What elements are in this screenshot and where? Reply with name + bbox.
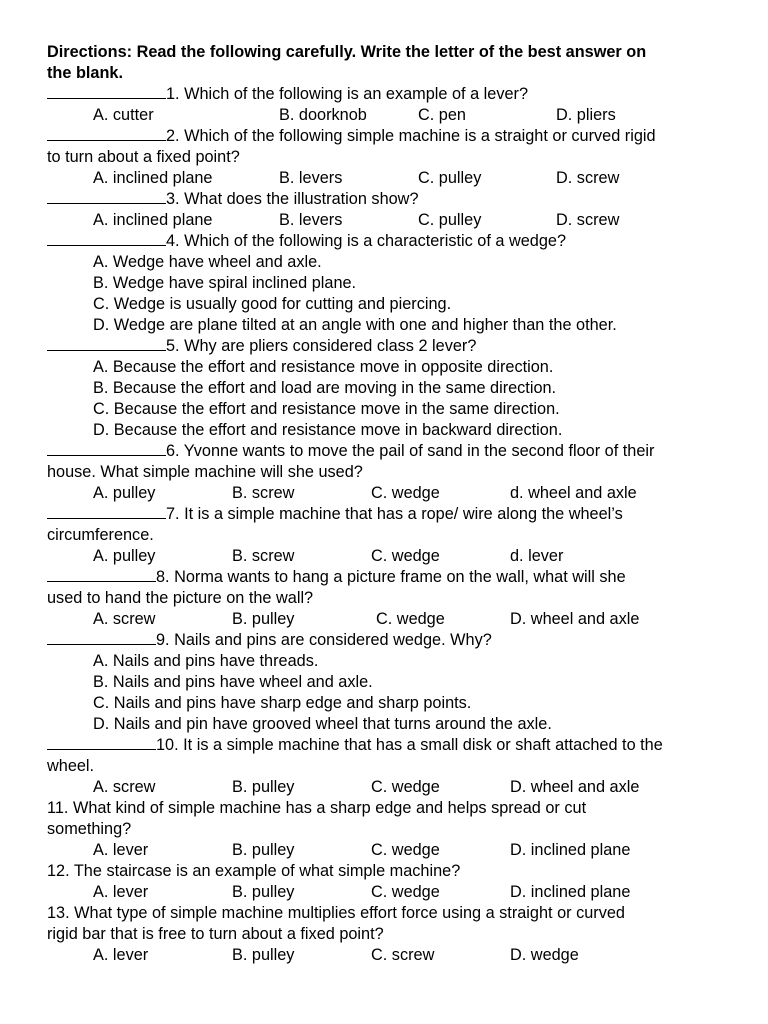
options-row bbox=[47, 882, 737, 903]
option: A. lever bbox=[93, 841, 149, 859]
option: D. Nails and pin have grooved wheel that turns around the axle. bbox=[93, 715, 552, 733]
option: D. Wedge are plane tilted at an angle with one and higher than the other. bbox=[93, 316, 617, 334]
option: D. screw bbox=[556, 211, 620, 229]
option: C. Nails and pins have sharp edge and sharp points. bbox=[93, 694, 472, 712]
option: D. inclined plane bbox=[510, 883, 631, 901]
options-row bbox=[47, 840, 737, 861]
option: B. Wedge have spiral inclined plane. bbox=[93, 274, 357, 292]
option: B. pulley bbox=[232, 610, 295, 628]
question-stem-continued: used to hand the picture on the wall? bbox=[47, 589, 314, 607]
options-row bbox=[47, 945, 737, 966]
answer-blank[interactable] bbox=[47, 631, 156, 645]
option: D. wheel and axle bbox=[510, 610, 640, 628]
question-9: 9. Nails and pins are considered wedge. Why? bbox=[47, 630, 737, 651]
option: C. pulley bbox=[418, 169, 482, 187]
option: B. Because the effort and load are moving in the same direction. bbox=[93, 379, 557, 397]
question-1: 1. Which of the following is an example of a lever? bbox=[47, 84, 737, 105]
options-row bbox=[47, 777, 737, 798]
question-13: 13. What type of simple machine multiplies effort force using a straight or curved bbox=[47, 904, 625, 922]
option: C. screw bbox=[371, 946, 435, 964]
answer-blank[interactable] bbox=[47, 190, 166, 204]
option: B. levers bbox=[279, 211, 343, 229]
option: A. pulley bbox=[93, 484, 156, 502]
option: C. wedge bbox=[371, 547, 440, 565]
option: D. inclined plane bbox=[510, 841, 631, 859]
option: A. cutter bbox=[93, 106, 154, 124]
directions-line-2: the blank. bbox=[47, 64, 123, 82]
option: D. wedge bbox=[510, 946, 579, 964]
question-8: 8. Norma wants to hang a picture frame on the wall, what will she bbox=[47, 567, 737, 588]
option: d. wheel and axle bbox=[510, 484, 637, 502]
question-stem-continued: circumference. bbox=[47, 526, 154, 544]
question-12: 12. The staircase is an example of what simple machine? bbox=[47, 862, 461, 880]
option: D. screw bbox=[556, 169, 620, 187]
answer-blank[interactable] bbox=[47, 127, 166, 141]
option: B. screw bbox=[232, 547, 295, 565]
options-row bbox=[47, 105, 737, 126]
question-stem-continued: to turn about a fixed point? bbox=[47, 148, 240, 166]
directions-line-1: Directions: Read the following carefully. Write the letter of the best answer on bbox=[47, 43, 647, 61]
question-stem-continued: something? bbox=[47, 820, 132, 838]
option: C. wedge bbox=[376, 610, 445, 628]
question-4: 4. Which of the following is a characteristic of a wedge? bbox=[47, 231, 737, 252]
answer-blank[interactable] bbox=[47, 568, 156, 582]
option: A. Wedge have wheel and axle. bbox=[93, 253, 322, 271]
answer-blank[interactable] bbox=[47, 337, 166, 351]
options-row bbox=[47, 609, 737, 630]
options-row bbox=[47, 168, 737, 189]
option: C. wedge bbox=[371, 841, 440, 859]
question-7: 7. It is a simple machine that has a rope/ wire along the wheel’s bbox=[47, 504, 737, 525]
answer-blank[interactable] bbox=[47, 442, 166, 456]
question-stem-continued: rigid bar that is free to turn about a fixed point? bbox=[47, 925, 384, 943]
option: B. pulley bbox=[232, 841, 295, 859]
question-11: 11. What kind of simple machine has a sharp edge and helps spread or cut bbox=[47, 799, 587, 817]
answer-blank[interactable] bbox=[47, 505, 166, 519]
option: D. Because the effort and resistance move in backward direction. bbox=[93, 421, 563, 439]
option: C. wedge bbox=[371, 883, 440, 901]
answer-blank[interactable] bbox=[47, 85, 166, 99]
question-3: 3. What does the illustration show? bbox=[47, 189, 737, 210]
answer-blank[interactable] bbox=[47, 232, 166, 246]
option: B. doorknob bbox=[279, 106, 367, 124]
options-row bbox=[47, 483, 737, 504]
question-stem-continued: wheel. bbox=[47, 757, 95, 775]
option: A. Nails and pins have threads. bbox=[93, 652, 319, 670]
option: A. Because the effort and resistance move in opposite direction. bbox=[93, 358, 554, 376]
options-row bbox=[47, 210, 737, 231]
options-row bbox=[47, 546, 737, 567]
option: B. pulley bbox=[232, 778, 295, 796]
option: B. pulley bbox=[232, 946, 295, 964]
option: A. lever bbox=[93, 883, 149, 901]
option: A. pulley bbox=[93, 547, 156, 565]
question-2: 2. Which of the following simple machine is a straight or curved rigid bbox=[47, 126, 737, 147]
question-10: 10. It is a simple machine that has a small disk or shaft attached to the bbox=[47, 735, 737, 756]
option: B. levers bbox=[279, 169, 343, 187]
question-6: 6. Yvonne wants to move the pail of sand in the second floor of their bbox=[47, 441, 737, 462]
option: D. wheel and axle bbox=[510, 778, 640, 796]
option: C. wedge bbox=[371, 484, 440, 502]
option: B. Nails and pins have wheel and axle. bbox=[93, 673, 373, 691]
option: C. pen bbox=[418, 106, 466, 124]
option: d. lever bbox=[510, 547, 564, 565]
answer-blank[interactable] bbox=[47, 736, 156, 750]
option: B. screw bbox=[232, 484, 295, 502]
option: A. inclined plane bbox=[93, 169, 213, 187]
option: C. pulley bbox=[418, 211, 482, 229]
option: D. pliers bbox=[556, 106, 616, 124]
option: A. lever bbox=[93, 946, 149, 964]
option: C. Wedge is usually good for cutting and piercing. bbox=[93, 295, 452, 313]
option: C. Because the effort and resistance move in the same direction. bbox=[93, 400, 560, 418]
worksheet bbox=[47, 42, 737, 966]
option: B. pulley bbox=[232, 883, 295, 901]
option: C. wedge bbox=[371, 778, 440, 796]
question-stem-continued: house. What simple machine will she used? bbox=[47, 463, 363, 481]
option: A. inclined plane bbox=[93, 211, 213, 229]
question-5: 5. Why are pliers considered class 2 lever? bbox=[47, 336, 737, 357]
option: A. screw bbox=[93, 610, 156, 628]
option: A. screw bbox=[93, 778, 156, 796]
